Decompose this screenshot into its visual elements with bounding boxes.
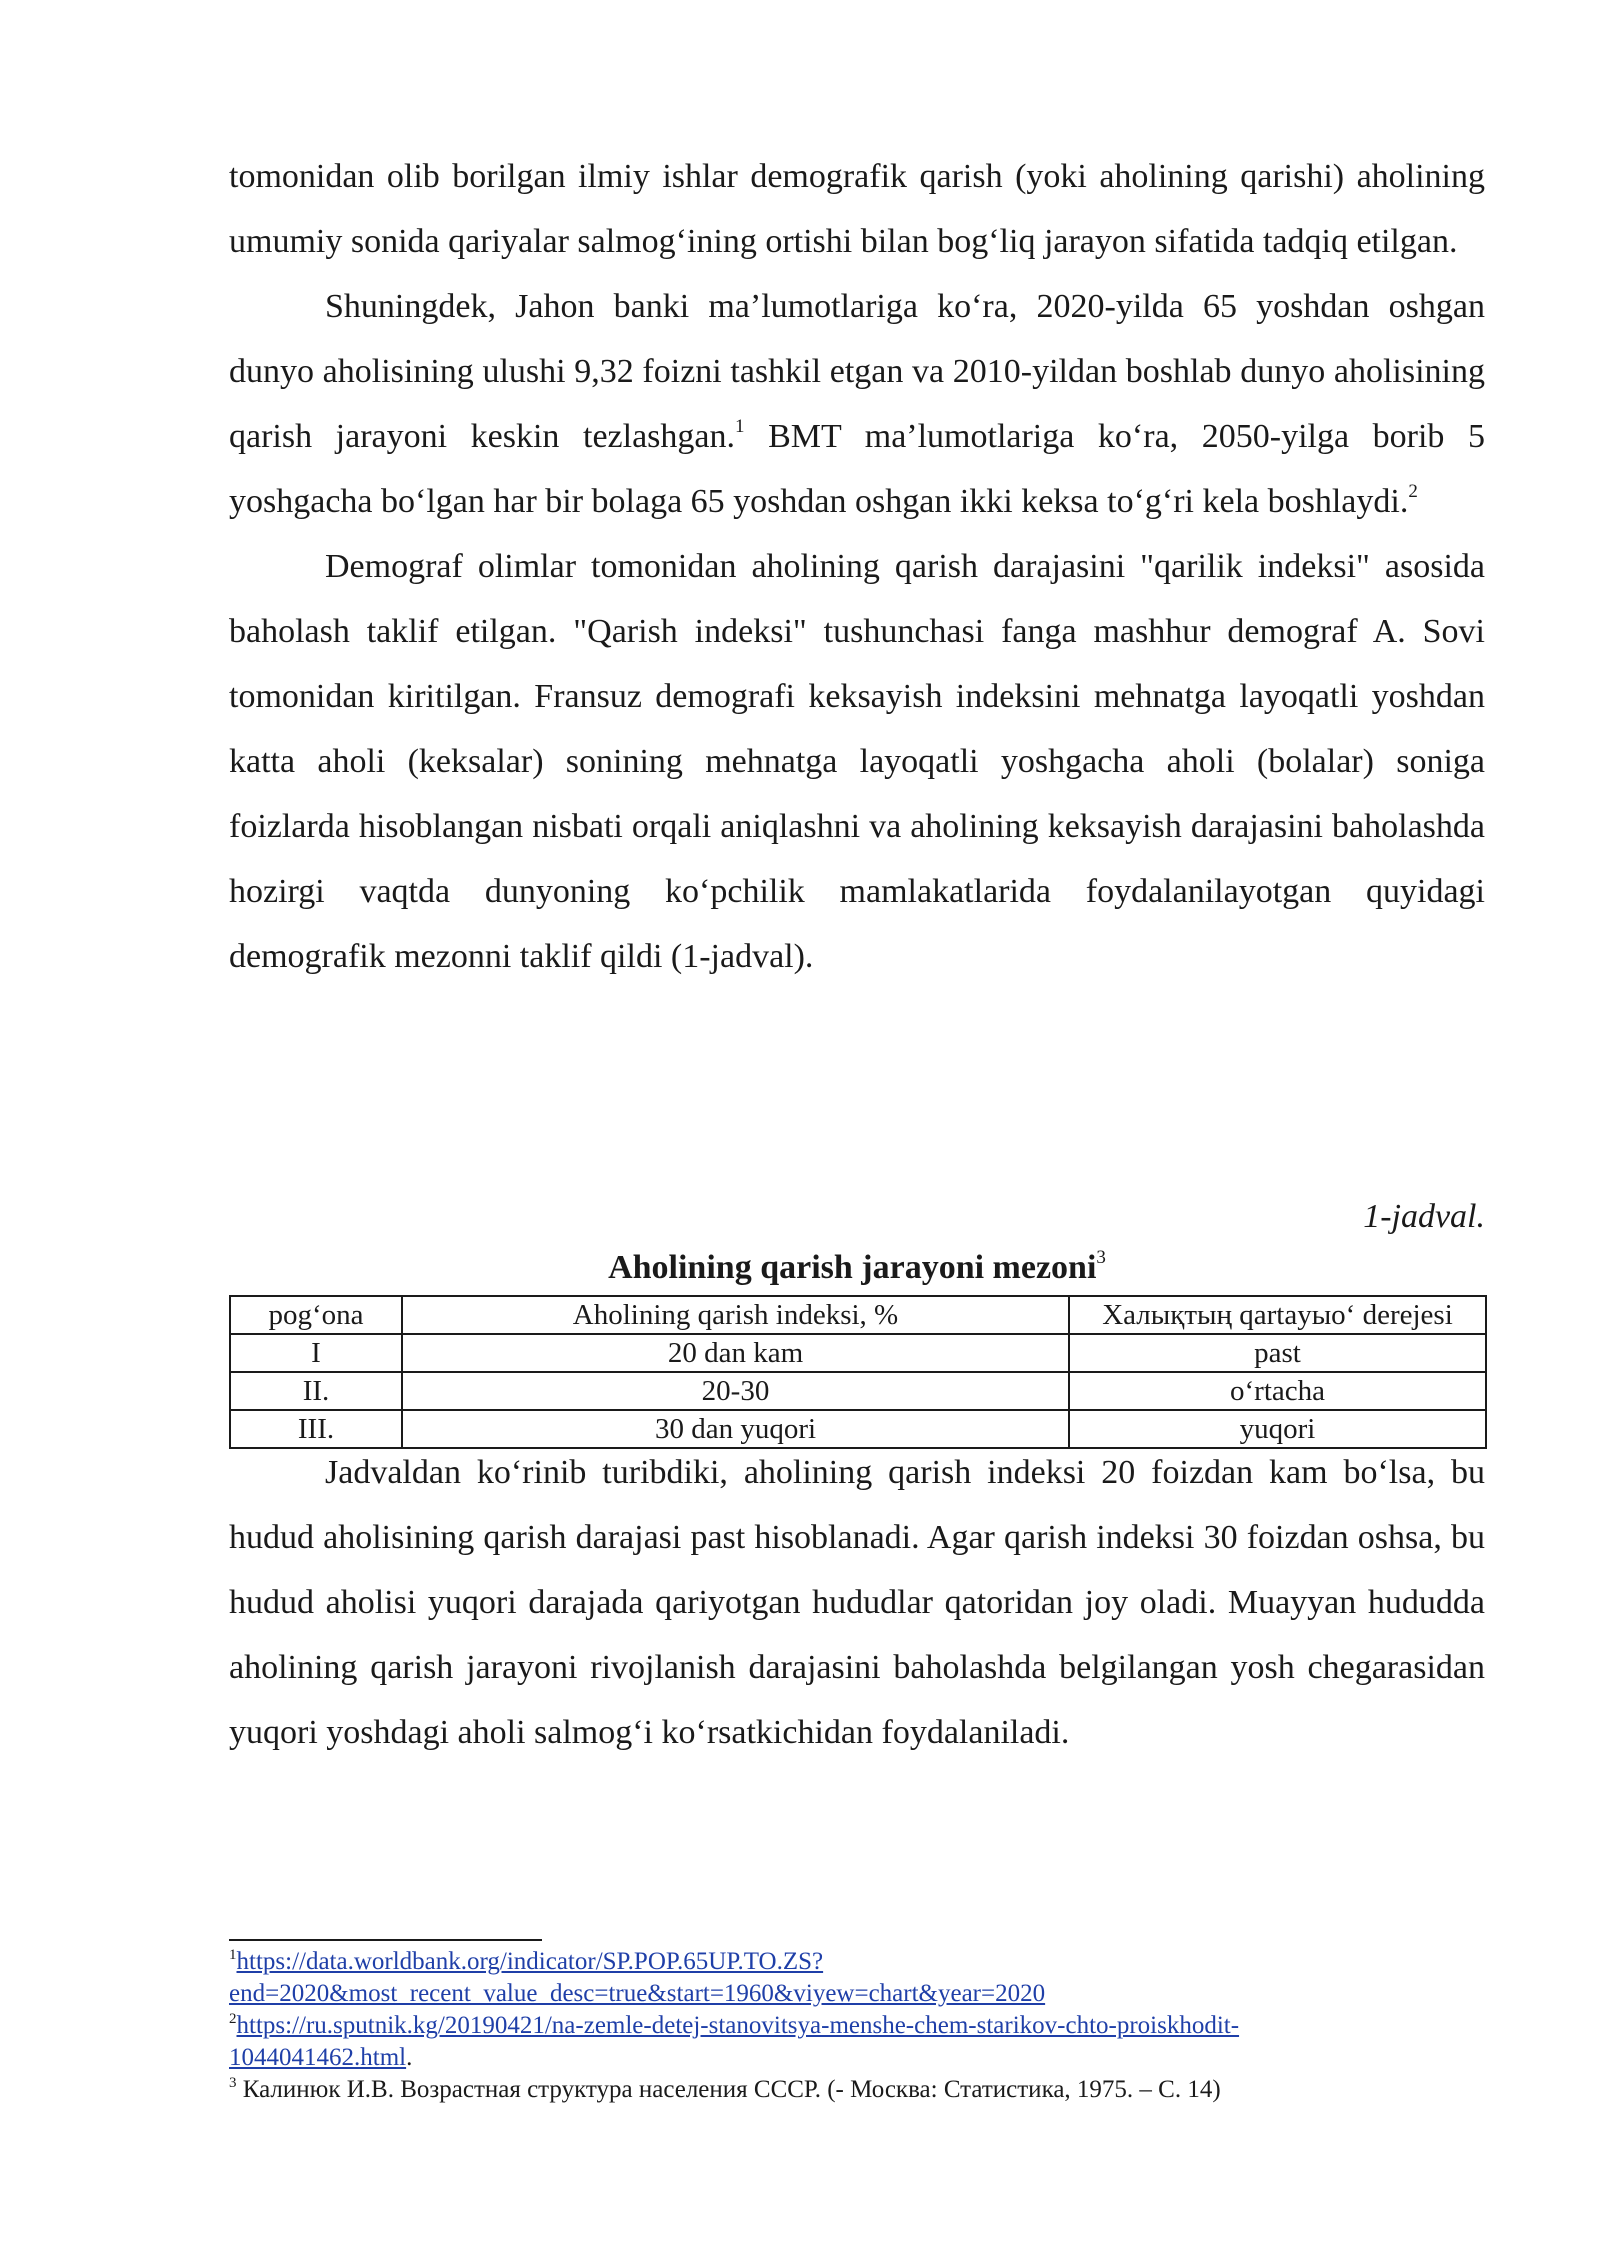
table-number-label: 1-jadval. [1363, 1198, 1485, 1235]
table-header-cell: Aholining qarish indeksi, % [402, 1296, 1069, 1334]
footnote-2-link-line1[interactable]: https://ru.sputnik.kg/20190421/na-zemle-detej-stanovitsya-menshe-chem-starikov-chto-proiskhodit- [236, 2012, 1240, 2039]
footnote-ref-2[interactable]: 2 [1408, 481, 1418, 502]
footnote-2-number: 2 [229, 2011, 237, 2027]
footnote-1-number: 1 [229, 1947, 237, 1963]
footnote-3-number: 3 [229, 2075, 237, 2091]
table-title-text: Aholining qarish jarayoni mezoni [608, 1249, 1097, 1286]
footnote-1-link-line1[interactable]: https://data.worldbank.org/indicator/SP.POP.65UP.TO.ZS? [236, 1948, 824, 1975]
criteria-table [229, 1295, 1487, 1449]
footnote-ref-3[interactable]: 3 [1096, 1247, 1106, 1268]
body-text-top [229, 144, 1485, 989]
paragraph-2-part1: Shuningdek, Jahon banki ma’lumotlariga ko‘ra, 2020-yilda 65 yoshdan oshgan dunyo aholisining ulushi 9,32 foizni tashkil etgan va 2010-yildan boshlab dunyo aholisining qarish jarayoni keskin tezlashgan. [229, 288, 1485, 455]
table-cell: 20 dan kam [402, 1334, 1069, 1372]
footnote-separator [229, 1939, 542, 1941]
table-cell: past [1069, 1334, 1486, 1372]
table-cell: yuqori [1069, 1410, 1486, 1448]
footnote-1-link-line2[interactable]: end=2020&most_recent_value_desc=true&start=1960&viyew=chart&year=2020 [229, 1980, 1046, 2007]
footnote-2-tail: . [406, 2044, 413, 2071]
table-header-row [230, 1296, 1486, 1334]
footnote-3-text: Калинюк И.В. Возрастная структура населения СССР. (- Москва: Статистика, 1975. – С. 14) [236, 2076, 1221, 2103]
footnote-3 [229, 2074, 1485, 2106]
paragraph-4: Jadvaldan ko‘rinib turibdiki, aholining qarish indeksi 20 foizdan kam bo‘lsa, bu hudud aholisining qarish darajasi past hisoblanadi. Agar qarish indeksi 30 foizdan oshsa, bu hudud aholisi yuqori darajada qariyotgan hududlar qatoridan joy oladi. Muayyan hududda aholining qarish jarayoni rivojlanish darajasini baholashda belgilangan yosh chegarasidan yuqori yoshdagi aholi salmog‘i ko‘rsatkichidan foydalaniladi. [229, 1454, 1485, 1751]
footnote-2 [229, 2010, 1485, 2074]
paragraph-2 [229, 274, 1485, 534]
table-cell: I [230, 1334, 402, 1372]
table-cell: III. [230, 1410, 402, 1448]
table-header-cell: Халықтың qartayыo‘ derejesi [1069, 1296, 1486, 1334]
table-cell: 20-30 [402, 1372, 1069, 1410]
footnote-ref-1[interactable]: 1 [735, 416, 745, 437]
body-text-bottom [229, 1440, 1485, 1765]
footnotes [229, 1946, 1485, 2106]
table-row [230, 1372, 1486, 1410]
table-row [230, 1334, 1486, 1372]
table-cell: 30 dan yuqori [402, 1410, 1069, 1448]
table-title [229, 1243, 1485, 1293]
paragraph-3: Demograf olimlar tomonidan aholining qarish darajasini "qarilik indeksi" asosida baholash taklif etilgan. "Qarish indeksi" tushunchasi fanga mashhur demograf A. Sovi tomonidan kiritilgan. Fransuz demografi keksayish indeksini mehnatga layoqatli yoshdan katta aholi (keksalar) sonining mehnatga layoqatli yoshgacha aholi (bolalar) soniga foizlarda hisoblangan nisbati orqali aniqlashni va aholining keksayish darajasini baholashda hozirgi vaqtda dunyoning ko‘pchilik mamlakatlarida foydalanilayotgan quyidagi demografik mezonni taklif qildi (1-jadval). [229, 548, 1485, 975]
table-header-cell: pog‘ona [230, 1296, 402, 1334]
table-cell: II. [230, 1372, 402, 1410]
paragraph-1: tomonidan olib borilgan ilmiy ishlar demografik qarish (yoki aholining qarishi) aholining umumiy sonida qariyalar salmog‘ining ortishi bilan bog‘liq jarayon sifatida tadqiq etilgan. [229, 158, 1485, 260]
table-cell: o‘rtacha [1069, 1372, 1486, 1410]
footnote-1 [229, 1946, 1485, 2010]
footnote-2-link-line2[interactable]: 1044041462.html [229, 2044, 407, 2071]
paragraph-2-part2: BMT ma’lumotlariga ko‘ra, 2050-yilga borib 5 yoshgacha bo‘lgan har bir bolaga 65 yoshdan oshgan ikki keksa to‘g‘ri kela boshlaydi. [229, 418, 1486, 520]
